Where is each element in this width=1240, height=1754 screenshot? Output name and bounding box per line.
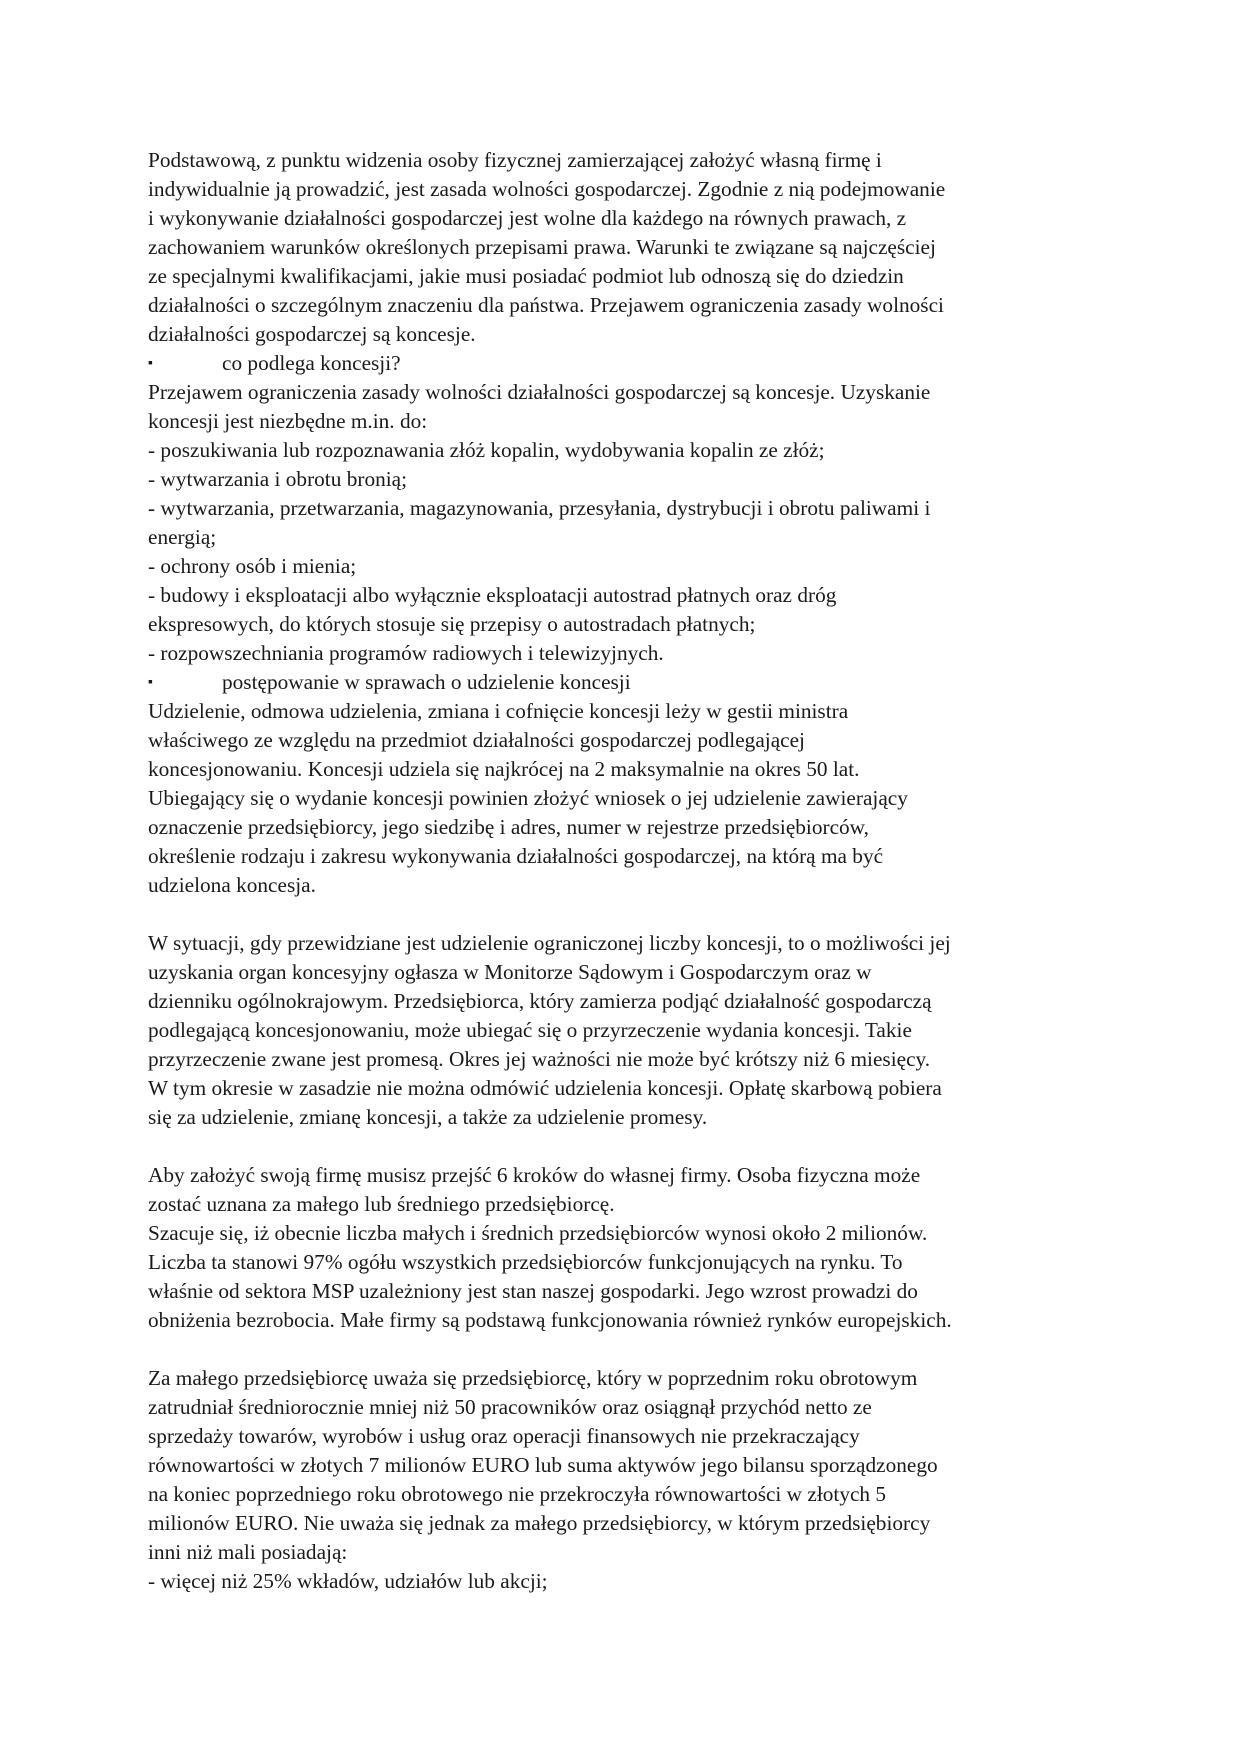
text-line: uzyskania organ koncesyjny ogłasza w Monitorze Sądowym i Gospodarczym oraz w [148,960,872,984]
text-line: Za małego przedsiębiorcę uważa się przedsiębiorcę, który w poprzednim roku obrotowym [148,1366,918,1390]
text-line: ze specjalnymi kwalifikacjami, jakie musi posiadać podmiot lub odnoszą się do dziedzin [148,264,904,288]
text-line: Aby założyć swoją firmę musisz przejść 6 kroków do własnej firmy. Osoba fizyczna może [148,1163,921,1187]
text-line: Szacuje się, iż obecnie liczba małych i średnich przedsiębiorców wynosi około 2 milionów. [148,1221,928,1245]
text-line: oznaczenie przedsiębiorcy, jego siedzibę i adres, numer w rejestrze przedsiębiorców, [148,815,869,839]
paragraph-promise [148,929,1103,1132]
paragraph-spacer [148,1132,1103,1161]
text-line: przyrzeczenie zwane jest promesą. Okres jej ważności nie może być krótszy niż 6 miesięcy. [148,1047,931,1071]
bullet-heading-text: postępowanie w sprawach o udzielenie koncesji [222,670,631,694]
paragraph-procedure [148,697,1103,900]
text-line: działalności gospodarczej są koncesje. [148,322,476,346]
text-line: równowartości w złotych 7 milionów EURO lub suma aktywów jego bilansu sporządzonego [148,1453,938,1477]
text-line: inni niż mali posiadają: [148,1540,348,1564]
text-line: podlegającą koncesjonowaniu, może ubiegać się o przyrzeczenie wydania koncesji. Takie [148,1018,912,1042]
text-line: Liczba ta stanowi 97% ogółu wszystkich przedsiębiorców funkcjonujących na rynku. To [148,1250,903,1274]
list-item: - budowy i eksploatacji albo wyłącznie eksploatacji autostrad płatnych oraz dróg [148,583,837,607]
text-line: dzienniku ogólnokrajowym. Przedsiębiorca, który zamierza podjąć działalność gospodarczą [148,989,932,1013]
text-line: koncesjonowaniu. Koncesji udziela się najkrócej na 2 maksymalnie na okres 50 lat. [148,757,860,781]
bullet-heading [148,668,1103,697]
text-line: indywidualnie ją prowadzić, jest zasada wolności gospodarczej. Zgodnie z nią podejmowanie [148,177,946,201]
text-line: obniżenia bezrobocia. Małe firmy są podstawą funkcjonowania również rynków europejskich. [148,1308,952,1332]
paragraph-sme [148,1161,1103,1335]
bullet-heading-text: co podlega koncesji? [222,351,401,375]
text-line: milionów EURO. Nie uważa się jednak za małego przedsiębiorcy, w którym przedsiębiorcy [148,1511,931,1535]
paragraph-spacer [148,1335,1103,1364]
text-line: W sytuacji, gdy przewidziane jest udzielenie ograniczonej liczby koncesji, to o możliwości jej [148,931,951,955]
bullet-icon: ▪ [148,675,153,690]
document-page [148,146,1103,1596]
bullet-icon: ▪ [148,356,153,371]
paragraph-spacer [148,900,1103,929]
list-item: ekspresowych, do których stosuje się przepisy o autostradach płatnych; [148,612,756,636]
paragraph-concessions-list [148,378,1103,668]
list-item: - wytwarzania i obrotu bronią; [148,467,408,491]
list-item: energią; [148,525,217,549]
text-line: Podstawową, z punktu widzenia osoby fizycznej zamierzającej założyć własną firmę i [148,148,882,172]
text-line: zostać uznana za małego lub średniego przedsiębiorcę. [148,1192,615,1216]
text-line: Udzielenie, odmowa udzielenia, zmiana i cofnięcie koncesji leży w gestii ministra [148,699,849,723]
bullet-heading [148,349,1103,378]
text-line: na koniec poprzedniego roku obrotowego nie przekroczyła równowartości w złotych 5 [148,1482,887,1506]
list-item: - więcej niż 25% wkładów, udziałów lub akcji; [148,1569,548,1593]
text-line: koncesji jest niezbędne m.in. do: [148,409,428,433]
text-line: właściwego ze względu na przedmiot działalności gospodarczej podlegającej [148,728,805,752]
paragraph-small-enterprise [148,1364,1103,1596]
text-line: zatrudniał średniorocznie mniej niż 50 pracowników oraz osiągnął przychód netto ze [148,1395,872,1419]
list-item: - poszukiwania lub rozpoznawania złóż kopalin, wydobywania kopalin ze złóż; [148,438,825,462]
text-line: udzielona koncesja. [148,873,316,897]
list-item: - ochrony osób i mienia; [148,554,357,578]
text-line: Przejawem ograniczenia zasady wolności działalności gospodarczej są koncesje. Uzyskanie [148,380,931,404]
text-line: działalności o szczególnym znaczeniu dla państwa. Przejawem ograniczenia zasady wolności [148,293,944,317]
list-item: - rozpowszechniania programów radiowych i telewizyjnych. [148,641,664,665]
text-line: W tym okresie w zasadzie nie można odmówić udzielenia koncesji. Opłatę skarbową pobiera [148,1076,942,1100]
text-line: Ubiegający się o wydanie koncesji powinien złożyć wniosek o jej udzielenie zawierający [148,786,908,810]
text-line: właśnie od sektora MSP uzależniony jest stan naszej gospodarki. Jego wzrost prowadzi do [148,1279,918,1303]
text-line: i wykonywanie działalności gospodarczej jest wolne dla każdego na równych prawach, z [148,206,907,230]
paragraph-intro [148,146,1103,349]
text-line: się za udzielenie, zmianę koncesji, a także za udzielenie promesy. [148,1105,708,1129]
list-item: - wytwarzania, przetwarzania, magazynowania, przesyłania, dystrybucji i obrotu paliwami i [148,496,931,520]
text-line: zachowaniem warunków określonych przepisami prawa. Warunki te związane są najczęściej [148,235,936,259]
text-line: określenie rodzaju i zakresu wykonywania działalności gospodarczej, na którą ma być [148,844,884,868]
text-line: sprzedaży towarów, wyrobów i usług oraz operacji finansowych nie przekraczający [148,1424,860,1448]
